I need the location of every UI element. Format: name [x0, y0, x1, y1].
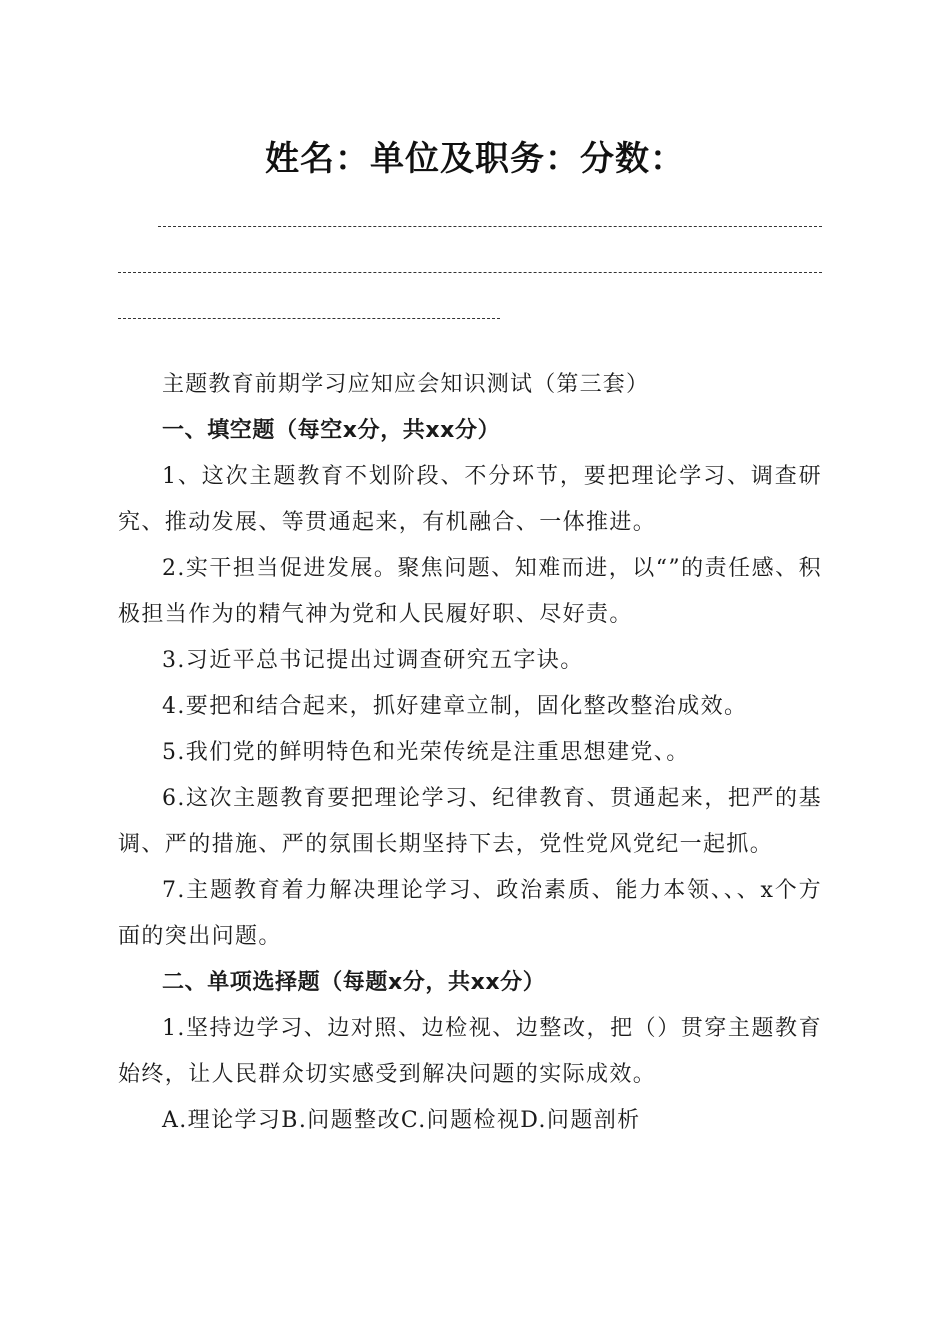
- test-subtitle: 主题教育前期学习应知应会知识测试（第三套）: [162, 372, 650, 397]
- page-title: 姓名：单位及职务：分数：: [265, 139, 685, 179]
- question-item: 2.实干担当促进发展。聚焦问题、知难而进，以“”的责任感、积极担当作为的精气神为党和人民履好职、尽好责。: [118, 556, 822, 627]
- question-item: 5.我们党的鲜明特色和光荣传统是注重思想建党、。: [162, 740, 690, 765]
- question-item: 4.要把和结合起来，抓好建章立制，固化整改整治成效。: [162, 694, 748, 719]
- question-item: 1.坚持边学习、边对照、边检视、边整改，把（）贯穿主题教育始终，让人民群众切实感受到解决问题的实际成效。: [118, 1016, 822, 1087]
- question-item: 6.这次主题教育要把理论学习、纪律教育、贯通起来，把严的基调、严的措施、严的氛围长期坚持下去，党性党风党纪一起抓。: [118, 786, 822, 857]
- answer-options: A.理论学习B.问题整改C.问题检视D.问题剖析: [162, 1108, 641, 1133]
- answer-line: [118, 296, 822, 342]
- question-item: 7.主题教育着力解决理论学习、政治素质、能力本领、、、x个方面的突出问题。: [118, 878, 822, 949]
- answer-line: [118, 250, 822, 296]
- document-body: [118, 362, 822, 1144]
- answer-lines: [118, 204, 822, 342]
- section-heading-single-choice: 二、单项选择题（每题x分，共xx分）: [162, 970, 546, 995]
- question-item: 1、这次主题教育不划阶段、不分环节，要把理论学习、调查研究、推动发展、等贯通起来，有机融合、一体推进。: [118, 464, 822, 535]
- question-item: 3.习近平总书记提出过调查研究五字诀。: [162, 648, 584, 673]
- answer-line: [118, 204, 822, 250]
- section-heading-fill-blank: 一、填空题（每空x分，共xx分）: [162, 418, 501, 443]
